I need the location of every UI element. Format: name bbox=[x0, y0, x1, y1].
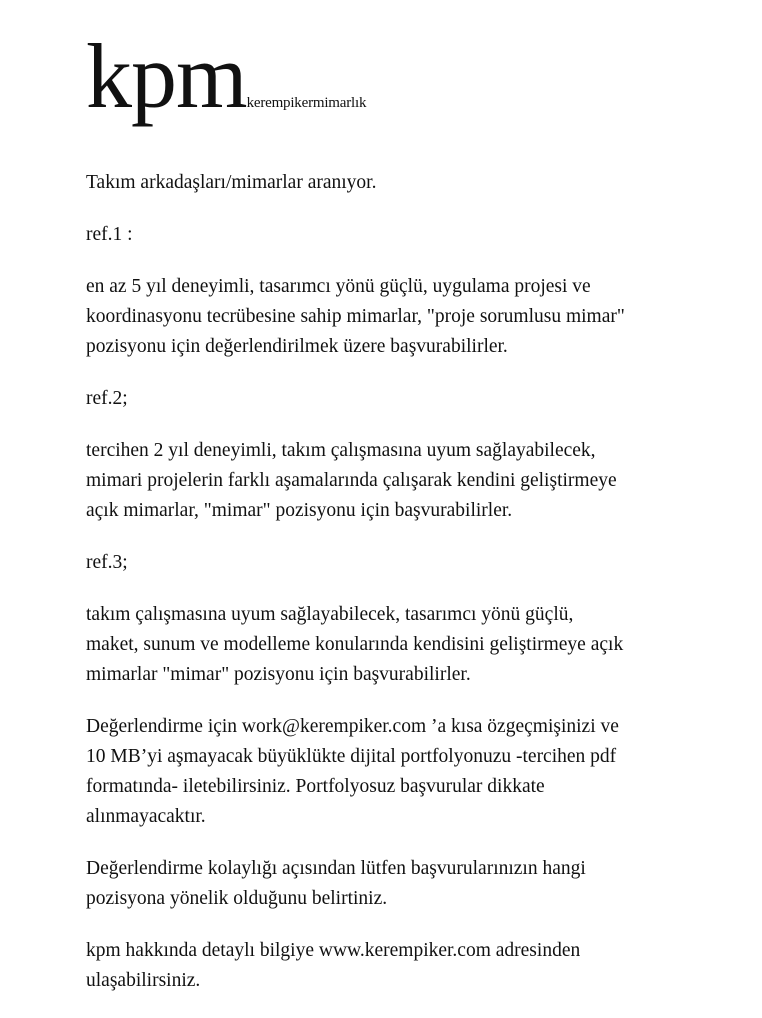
ref-1-text bbox=[86, 272, 726, 362]
logo-sub: kerempikermimarlık bbox=[246, 95, 367, 111]
note-text bbox=[86, 854, 726, 914]
footer-line: ulaşabilirsiniz. bbox=[86, 970, 201, 991]
application-line: 10 MB’yi aşmayacak büyüklükte dijital portfolyonuzu -tercihen pdf bbox=[86, 746, 617, 767]
intro-text: Takım arkadaşları/mimarlar aranıyor. bbox=[86, 172, 377, 193]
application-line: Değerlendirme için work@kerempiker.com ’a kısa özgeçmişinizi ve bbox=[86, 716, 619, 737]
ref-3-line: maket, sunum ve modelleme konularında kendisini geliştirmeye açık bbox=[86, 634, 624, 655]
application-text bbox=[86, 712, 726, 832]
note-line: pozisyona yönelik olduğunu belirtiniz. bbox=[86, 888, 388, 909]
ref-1-line: pozisyonu için değerlendirilmek üzere başvurabilirler. bbox=[86, 336, 508, 357]
ref-2-label: ref.2; bbox=[86, 388, 128, 409]
ref-3-line: takım çalışmasına uyum sağlayabilecek, tasarımcı yönü güçlü, bbox=[86, 604, 574, 625]
ref-2-line: açık mimarlar, "mimar" pozisyonu için başvurabilirler. bbox=[86, 500, 513, 521]
ref-2-line: tercihen 2 yıl deneyimli, takım çalışmasına uyum sağlayabilecek, bbox=[86, 440, 596, 461]
ref-1-label: ref.1 : bbox=[86, 224, 133, 245]
application-line: formatında- iletebilirsiniz. Portfolyosuz başvurular dikkate bbox=[86, 776, 545, 797]
note-line: Değerlendirme kolaylığı açısından lütfen başvurularınızın hangi bbox=[86, 858, 586, 879]
ref-3-text bbox=[86, 600, 726, 690]
ref-2-text bbox=[86, 436, 726, 526]
logo bbox=[86, 25, 367, 127]
ref-1-line: koordinasyonu tecrübesine sahip mimarlar, "proje sorumlusu mimar" bbox=[86, 306, 625, 327]
ref-3-line: mimarlar "mimar" pozisyonu için başvurabilirler. bbox=[86, 664, 471, 685]
footer-line: kpm hakkında detaylı bilgiye www.kerempiker.com adresinden bbox=[86, 940, 581, 961]
application-line: alınmayacaktır. bbox=[86, 806, 206, 827]
ref-2-line: mimari projelerin farklı aşamalarında çalışarak kendini geliştirmeye bbox=[86, 470, 617, 491]
ref-1-line: en az 5 yıl deneyimli, tasarımcı yönü güçlü, uygulama projesi ve bbox=[86, 276, 591, 297]
content bbox=[86, 168, 726, 1018]
footer-text bbox=[86, 936, 726, 996]
ref-3-label: ref.3; bbox=[86, 552, 128, 573]
logo-main: kpm bbox=[86, 25, 247, 127]
